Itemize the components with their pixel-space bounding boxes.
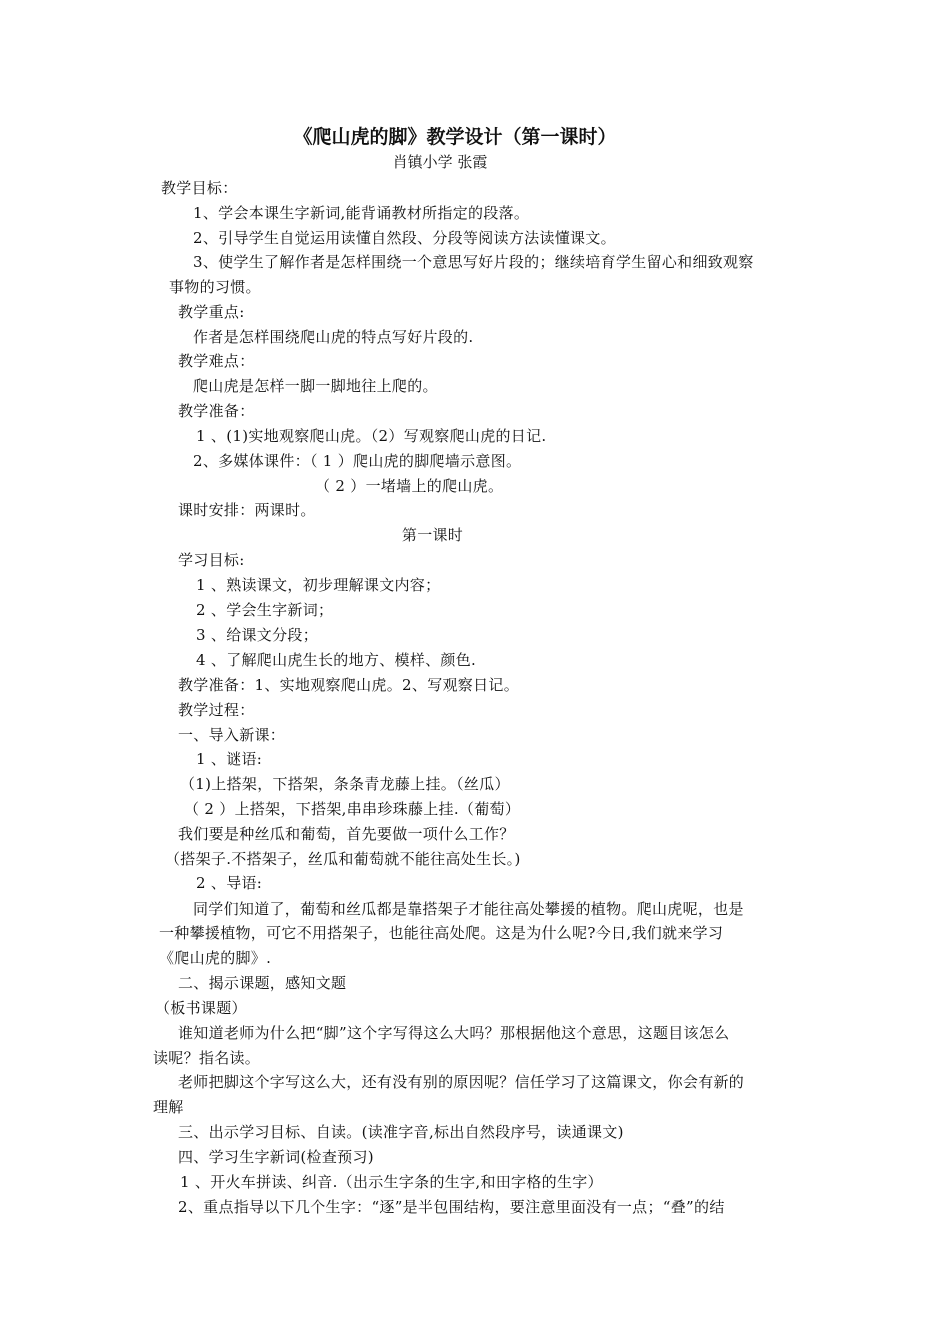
text-line: （搭架子.不搭架子，丝瓜和葡萄就不能往高处生长。) <box>165 850 521 868</box>
text-line: 3 、给课文分段； <box>196 626 319 644</box>
text-line: 教学过程： <box>178 701 255 719</box>
text-line: 三、出示学习目标、自读。(读准字音,标出自然段序号，读通课文) <box>178 1123 624 1141</box>
text-line: 二、揭示课题，感知文题 <box>178 974 347 992</box>
text-line: 《爬山虎的脚》. <box>159 949 272 967</box>
text-line: 四、学习生字新词(检查预习) <box>178 1148 374 1166</box>
text-line: 学习目标: <box>178 551 245 569</box>
text-line: 作者是怎样围绕爬山虎的特点写好片段的. <box>193 328 474 346</box>
text-line: 2、引导学生自觉运用读懂自然段、分段等阅读方法读懂课文。 <box>193 229 616 247</box>
text-line: 教学难点： <box>178 352 255 370</box>
text-line: 一种攀援植物，可它不用搭架子，也能往高处爬。这是为什么呢?今日,我们就来学习 <box>159 924 724 942</box>
text-line: 2 、导语: <box>196 874 263 892</box>
text-line: 理解 <box>153 1098 184 1116</box>
text-line: 2、重点指导以下几个生字：“逐”是半包围结构，要注意里面没有一点；“叠”的结 <box>178 1198 725 1216</box>
text-line: （板书课题） <box>155 999 247 1017</box>
text-line: 4 、了解爬山虎生长的地方、模样、颜色. <box>196 651 477 669</box>
text-line: 谁知道老师为什么把“脚”这个字写得这么大吗？那根据他这个意思，这题目该怎么 <box>178 1024 730 1042</box>
text-line: 爬山虎是怎样一脚一脚地往上爬的。 <box>193 377 438 395</box>
section-heading: 第一课时 <box>401 526 464 544</box>
text-line: 教学准备：1、实地观察爬山虎。2、写观察日记。 <box>178 676 519 694</box>
text-line: 2 、学会生字新词； <box>196 601 334 619</box>
text-line: 老师把脚这个字写这么大，还有没有别的原因呢？信任学习了这篇课文，你会有新的 <box>178 1073 745 1091</box>
text-line: 教学目标： <box>161 179 238 197</box>
text-line: 1 、(1)实地观察爬山虎。（2）写观察爬山虎的日记. <box>196 427 547 445</box>
text-line: 1 、熟读课文，初步理解课文内容； <box>196 576 441 594</box>
text-line: 读呢？指名读。 <box>153 1049 261 1067</box>
text-line: 课时安排：两课时。 <box>178 501 316 519</box>
document-title: 《爬山虎的脚》教学设计（第一课时） <box>293 126 617 148</box>
text-line: 我们要是种丝瓜和葡萄，首先要做一项什么工作？ <box>178 825 515 843</box>
text-line: （ 2 ）上搭架，下搭架,串串珍珠藤上挂.（葡萄） <box>184 800 521 818</box>
text-line: 同学们知道了，葡萄和丝瓜都是靠搭架子才能往高处攀援的植物。爬山虎呢，也是 <box>193 900 744 918</box>
text-line: 事物的习惯。 <box>169 278 261 296</box>
text-line: 教学准备： <box>178 402 255 420</box>
text-line: 1、学会本课生字新词,能背诵教材所指定的段落。 <box>193 204 530 222</box>
text-line: 教学重点: <box>178 303 245 321</box>
text-line: 3、使学生了解作者是怎样围绕一个意思写好片段的；继续培育学生留心和细致观察 <box>193 253 754 271</box>
text-line: 2、多媒体课件：（ 1 ）爬山虎的脚爬墙示意图。 <box>193 452 522 470</box>
author-line: 肖镇小学 张霞 <box>392 153 488 171</box>
text-line: 1 、谜语: <box>196 750 263 768</box>
text-line: 1 、开火车拼读、纠音.（出示生字条的生字,和田字格的生字） <box>180 1173 603 1191</box>
text-line: 一、导入新课： <box>178 726 286 744</box>
text-line: （1)上搭架，下搭架，条条青龙藤上挂。（丝瓜） <box>180 775 510 793</box>
text-line: （ 2 ）一堵墙上的爬山虎。 <box>315 477 504 495</box>
